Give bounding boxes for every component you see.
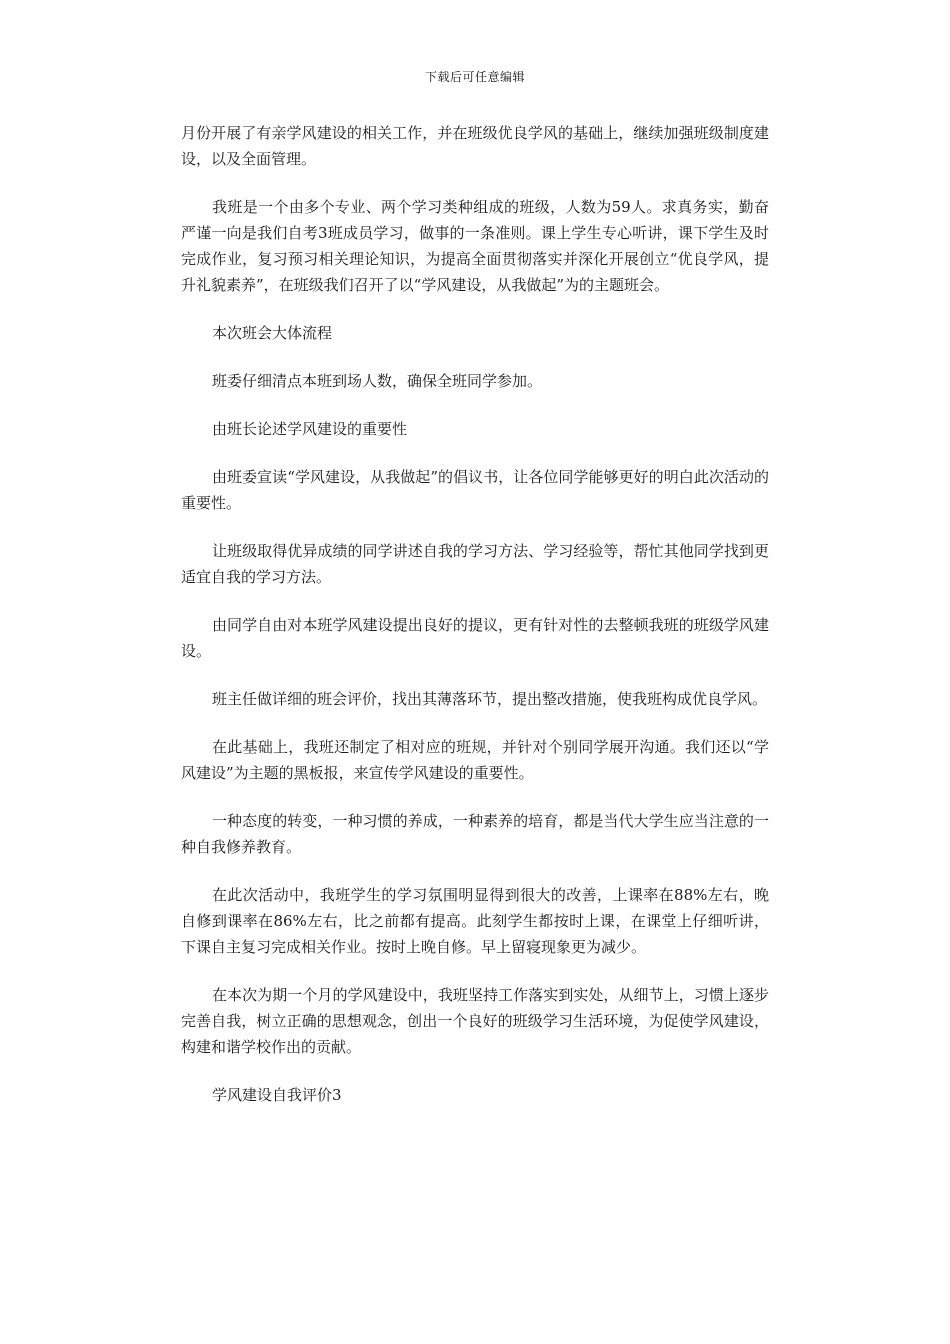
paragraph-11: 一种态度的转变，一种习惯的养成，一种素养的培育，都是当代大学生应当注意的一种自我修养教育。 <box>181 812 769 856</box>
paragraph-4: 班委仔细清点本班到场人数，确保全班同学参加。 <box>212 372 543 390</box>
paragraph-3: 本次班会大体流程 <box>212 324 333 342</box>
page-header: 下载后可任意编辑 <box>424 70 525 84</box>
paragraph-6: 由班委宣读“学风建设，从我做起”的倡议书，让各位同学能够更好的明白此次活动的重要性。 <box>181 468 769 512</box>
paragraph-5: 由班长论述学风建设的重要性 <box>212 420 408 438</box>
paragraph-14: 学风建设自我评价3 <box>212 1086 342 1104</box>
paragraph-10: 在此基础上，我班还制定了相对应的班规，并针对个别同学展开沟通。我们还以“学风建设”为主题的黑板报，来宣传学风建设的重要性。 <box>181 738 769 782</box>
paragraph-9: 班主任做详细的班会评价，找出其薄落环节，提出整改措施，使我班构成优良学风。 <box>212 690 768 708</box>
paragraph-12: 在此次活动中，我班学生的学习氛围明显得到很大的改善，上课率在88%左右，晚自修到课率在86%左右，比之前都有提高。此刻学生都按时上课，在课堂上仔细听讲，下课自主复习完成相关作业。按时上晚自修。早上留寝现象更为减少。 <box>181 886 769 956</box>
paragraph-1: 月份开展了有亲学风建设的相关工作，并在班级优良学风的基础上，继续加强班级制度建设，以及全面管理。 <box>181 124 769 168</box>
document-body <box>181 120 769 1130</box>
paragraph-13: 在本次为期一个月的学风建设中，我班坚持工作落实到实处，从细节上，习惯上逐步完善自我，树立正确的思想观念，创出一个良好的班级学习生活环境，为促使学风建设，构建和谐学校作出的贡献。 <box>181 986 769 1056</box>
paragraph-2: 我班是一个由多个专业、两个学习类种组成的班级，人数为59人。求真务实，勤奋严谨一向是我们自考3班成员学习，做事的一条准则。课上学生专心听讲，课下学生及时完成作业，复习预习相关理论知识，为提高全面贯彻落实并深化开展创立“优良学风，提升礼貌素养”，在班级我们召开了以“学风建设，从我做起”为的主题班会。 <box>181 198 769 294</box>
paragraph-8: 由同学自由对本班学风建设提出良好的提议，更有针对性的去整顿我班的班级学风建设。 <box>181 616 769 660</box>
paragraph-7: 让班级取得优异成绩的同学讲述自我的学习方法、学习经验等，帮忙其他同学找到更适宜自我的学习方法。 <box>181 542 769 586</box>
